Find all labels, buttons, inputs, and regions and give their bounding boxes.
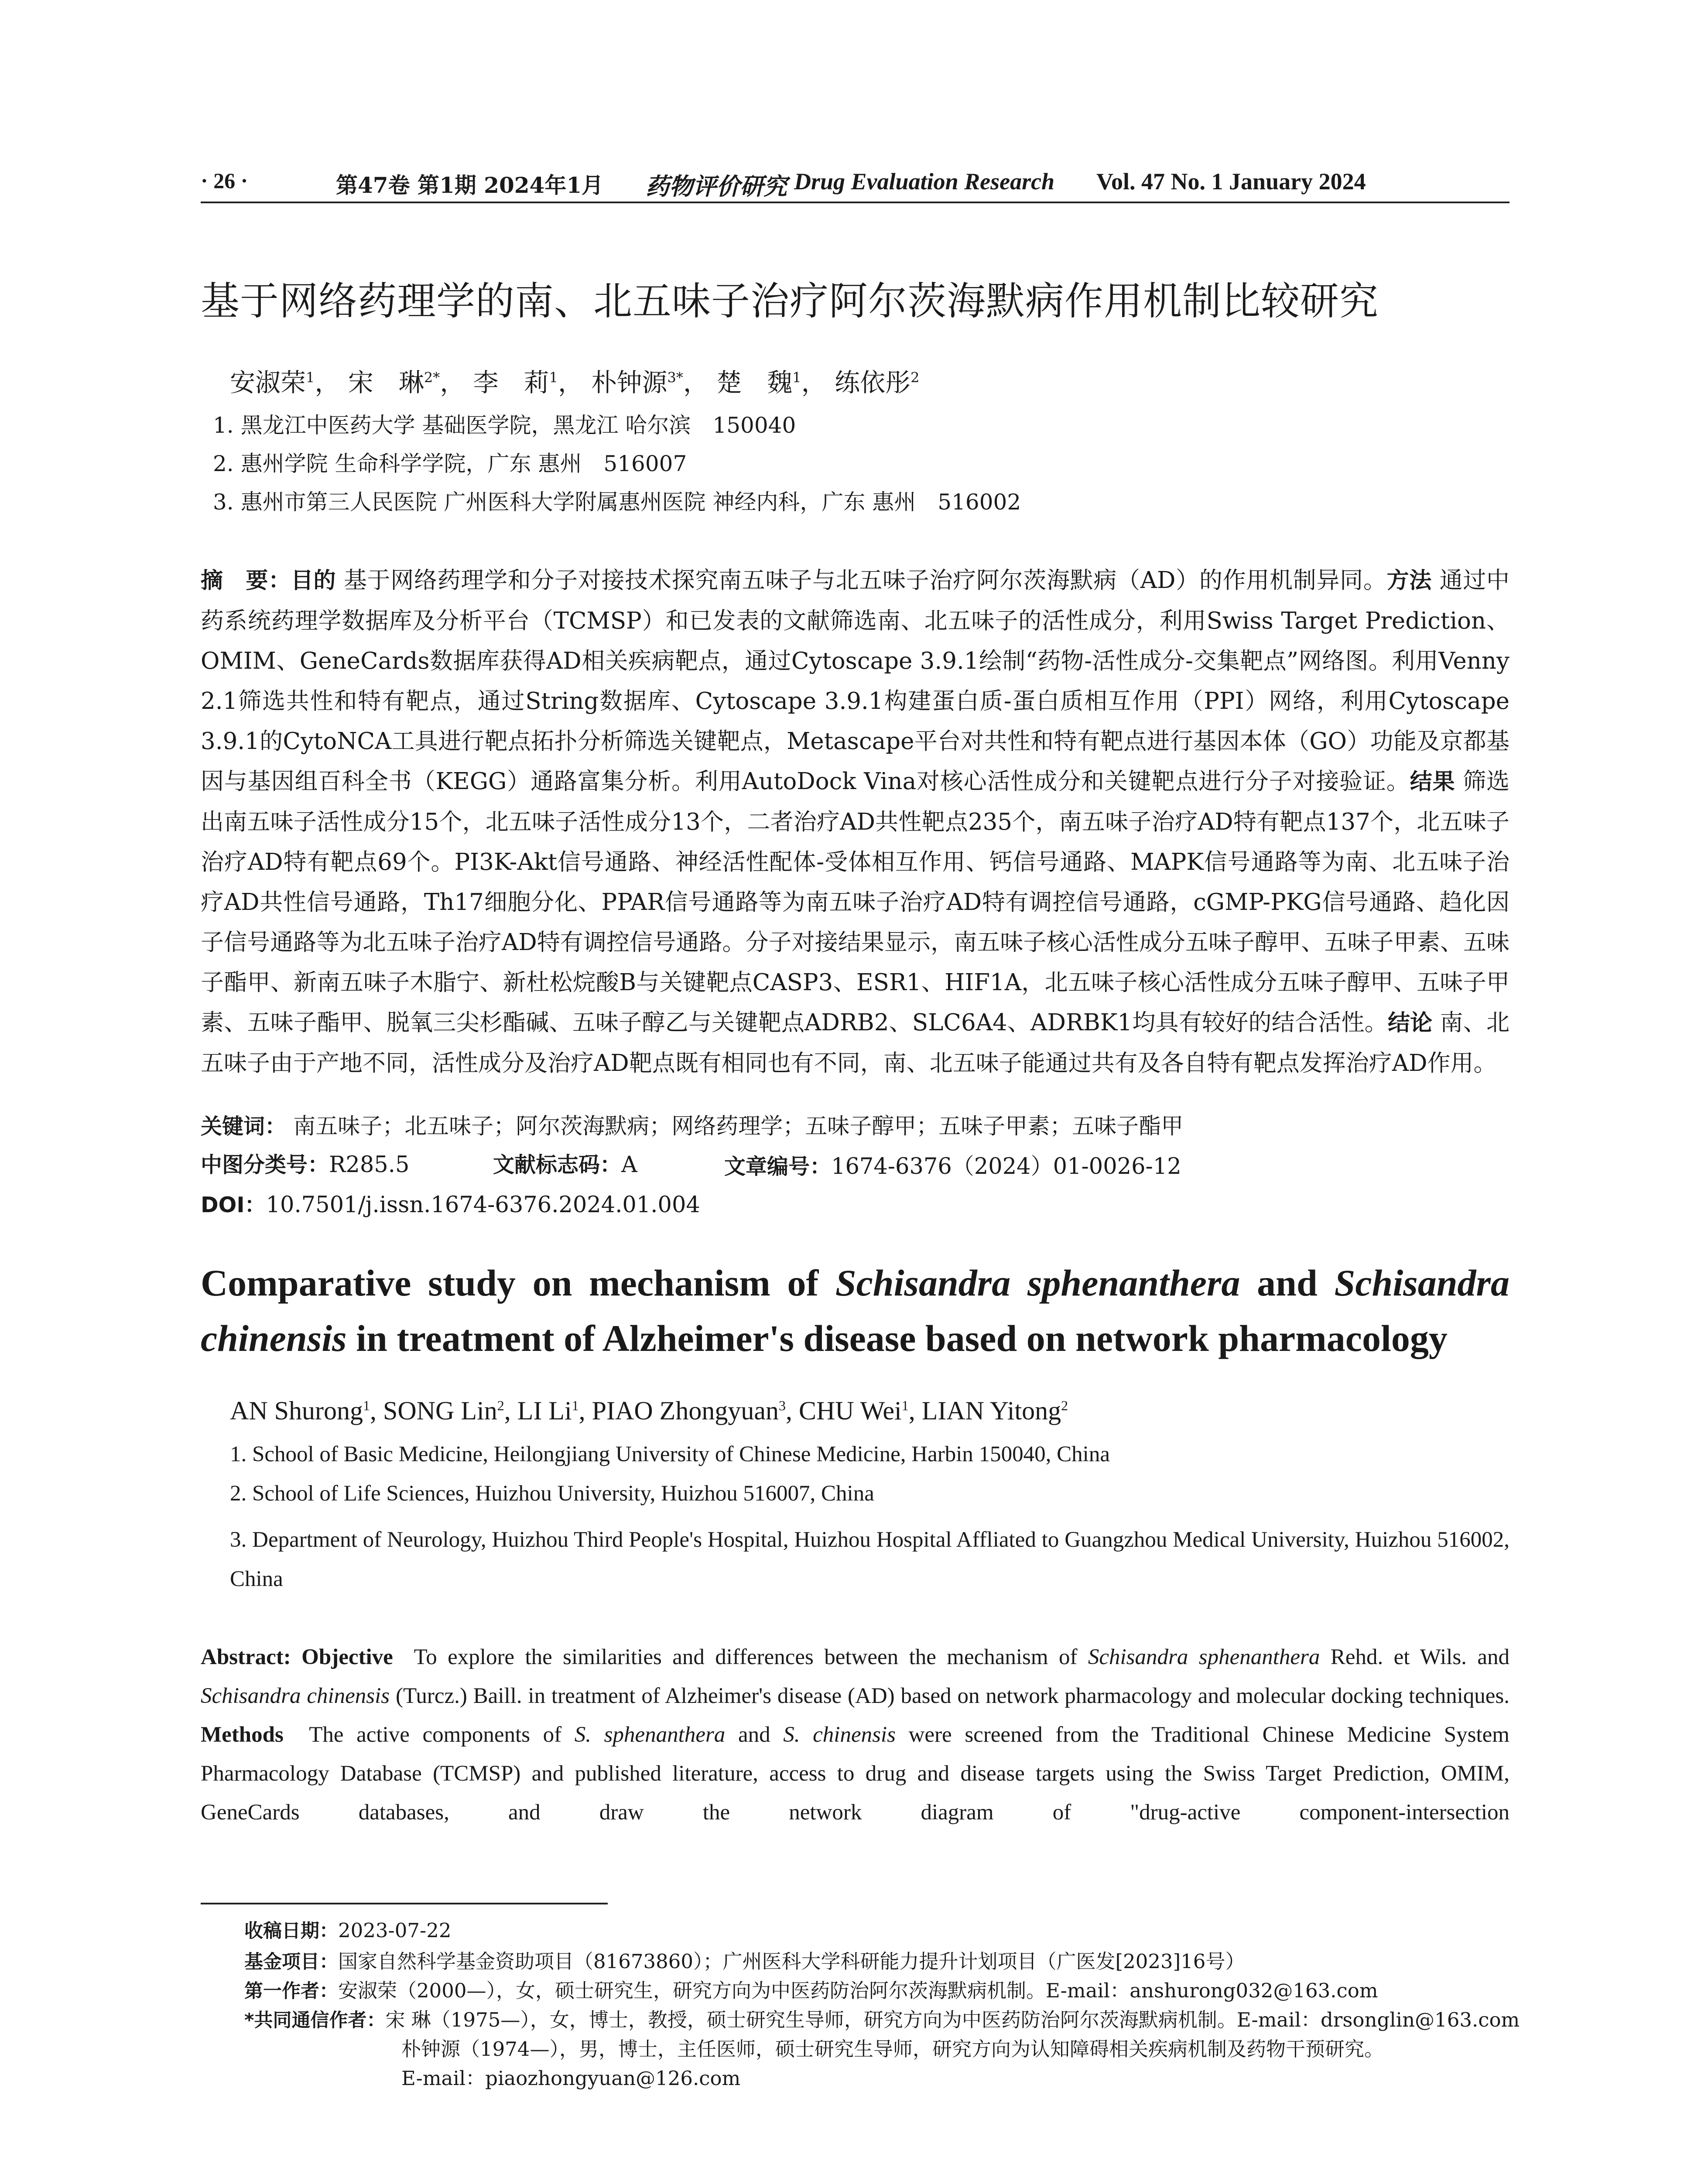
results-text-cn: 筛选出南五味子活性成分15个，北五味子活性成分13个，二者治疗AD共性靶点235个，南五味子治疗AD特有靶点137个，北五味子治疗AD特有靶点69个。PI3K-Akt信号通路、神经活性配体-受体相互作用、钙信号通路、MAPK信号通路等为南、北五味子治疗AD共性信号通路，Th17细胞分化、PPAR信号通路等为南五味子治疗AD特有调控信号通路，cGMP-PKG信号通路、趋化因子信号通路等为北五味子治疗AD特有调控信号通路。分子对接结果显示，南五味子核心活性成分五味子醇甲、五味子甲素、五味子酯甲、新南五味子木脂宁、新杜松烷酸B与关键靶点CASP3、ESR1、HIF1A，北五味子核心活性成分五味子醇甲、五味子甲素、五味子酯甲、脱氧三尖杉酯碱、五味子醇乙与关键靶点ADRB2、SLC6A4、ADRBK1均具有较好的结合活性。 [201, 768, 1509, 1036]
clc-label: 中图分类号： [201, 1152, 329, 1177]
journal-logo: 药物评价研究 [646, 172, 787, 200]
title-en-species: Schisandra sphenanthera [835, 1262, 1240, 1304]
author-name-en: PIAO Zhongyuan [592, 1396, 779, 1425]
objective-label-cn: 目的 [291, 568, 336, 594]
title-en-part: in treatment of Alzheimer's disease based on network pharmacology [346, 1317, 1448, 1359]
footnote-received [244, 1916, 451, 1943]
title-en [201, 1255, 1509, 1366]
author-name-en: CHU Wei [798, 1396, 902, 1425]
volume-info-en: Vol. 47 No. 1 January 2024 [1096, 168, 1366, 195]
abstract-en-species: Schisandra sphenanthera [1088, 1645, 1320, 1669]
affiliation-en-3: 3. Department of Neurology, Huizhou Third People's Hospital, Huizhou Hospital Affliated to Guangzhou Medical University, Huizhou 516002, China [230, 1528, 1509, 1591]
abstract-en-text: were screened from the Traditional Chinese Medicine System Pharmacology Database (TCMSP) and published literature, access to drug and disease targets using the Swiss Target Prediction, OMIM, GeneCards databases, and draw the network diagram of "drug-active component-intersection [201, 1723, 1509, 1825]
abstract-en-species: S. chinensis [783, 1723, 896, 1747]
abstract-en [201, 1638, 1509, 1832]
author-name-en: LI Li [517, 1396, 572, 1425]
methods-label-en: Methods [201, 1723, 284, 1747]
abstract-en-label: Abstract: [201, 1645, 291, 1669]
article-no-label: 文章编号： [724, 1154, 832, 1179]
doi-value: 10.7501/j.issn.1674-6376.2024.01.004 [266, 1192, 700, 1218]
author-name: 宋 琳 [348, 368, 424, 397]
article-no-value: 1674-6376（2024）01-0026-12 [831, 1154, 1181, 1179]
author-name-en: AN Shurong [230, 1396, 363, 1425]
methods-label-cn: 方法 [1386, 568, 1432, 594]
conclusion-label-cn: 结论 [1387, 1010, 1433, 1036]
author-name: 安淑荣 [230, 368, 306, 397]
page-number: · 26 · [201, 168, 248, 193]
author-sup: 1 [792, 369, 801, 386]
footnote-rule [201, 1903, 608, 1904]
author-name-en: SONG Lin [383, 1396, 497, 1425]
fund-value: 国家自然科学基金资助项目（81673860）；广州医科大学科研能力提升计划项目（广医发[2023]16号） [338, 1950, 1245, 1973]
received-label: 收稿日期： [244, 1920, 338, 1942]
abstract-en-text: Rehd. et Wils. and [1320, 1645, 1509, 1669]
fund-label: 基金项目： [244, 1951, 338, 1973]
header-rule [201, 202, 1509, 203]
title-en-species: Schisandra chinensis [201, 1262, 1509, 1359]
doi-line [201, 1188, 700, 1219]
abstract-cn [201, 561, 1509, 1084]
author-sup: 2* [424, 369, 440, 386]
doc-code-label: 文献标志码： [493, 1152, 622, 1177]
abstract-cn-label: 摘 要： [201, 568, 291, 594]
author-sup-en: 3 [778, 1398, 786, 1413]
author-name: 李 莉 [473, 368, 549, 397]
journal-name-en: Drug Evaluation Research [794, 168, 1055, 195]
clc-value: R285.5 [329, 1152, 410, 1178]
author-sup-en: 1 [901, 1398, 909, 1413]
objective-text-cn: 基于网络药理学和分子对接技术探究南五味子与北五味子治疗阿尔茨海默病（AD）的作用机制异同。 [343, 567, 1387, 594]
first-author-label: 第一作者： [244, 1980, 338, 2002]
conclusion-text-cn: 南、北五味子由于产地不同，活性成分及治疗AD靶点既有相同也有不同，南、北五味子能通过共有及各自特有靶点发挥治疗AD作用。 [201, 1009, 1509, 1077]
author-sup: 1 [306, 369, 315, 386]
results-label-cn: 结果 [1410, 769, 1455, 795]
abstract-en-text: and [725, 1723, 784, 1747]
author-name: 练依彤 [835, 368, 911, 397]
corresponding-author-2-email: E-mail：piaozhongyuan@126.com [401, 2067, 741, 2090]
methods-text-cn: 通过中药系统药理学数据库及分析平台（TCMSP）和已发表的文献筛选南、北五味子的活性成分，利用Swiss Target Prediction、OMIM、GeneCards数据库获得AD相关疾病靶点，通过Cytoscape 3.9.1绘制“药物-活性成分-交集靶点”网络图。利用Venny 2.1筛选共性和特有靶点，通过String数据库、Cytoscape 3.9.1构建蛋白质-蛋白质相互作用（PPI）网络，利用Cytoscape 3.9.1的CytoNCA工具进行靶点拓扑分析筛选关键靶点，Metascape平台对共性和特有靶点进行基因本体（GO）功能及京都基因与基因组百科全书（KEGG）通路富集分析。利用AutoDock Vina对核心活性成分和关键靶点进行分子对接验证。 [201, 567, 1509, 795]
title-cn: 基于网络药理学的南、北五味子治疗阿尔茨海默病作用机制比较研究 [201, 278, 1379, 324]
doi-label: DOI： [201, 1193, 266, 1217]
corresponding-label: *共同通信作者： [244, 2010, 386, 2031]
affiliation-cn-1: 1. 黑龙江中医药大学 基础医学院，黑龙江 哈尔滨 150040 [213, 413, 796, 438]
author-name: 朴钟源 [591, 368, 667, 397]
keywords-label: 关键词： [201, 1114, 287, 1139]
author-sup-en: 2 [497, 1398, 504, 1413]
authors-en: AN Shurong$^1$, SONG Lin$^2$, LI Li$^1$, PIAO Zhongyuan$^3$, CHU Wei$^1$, LIAN Yitong$^2$ [230, 1396, 1068, 1425]
corresponding-author-1: 宋 琳（1975—），女，博士，教授，硕士研究生导师，研究方向为中医药防治阿尔茨海默病机制。E-mail：drsonglin@163.com [385, 2008, 1520, 2031]
abstract-en-species: Schisandra chinensis [201, 1684, 390, 1708]
affiliation-cn-2: 2. 惠州学院 生命科学学院，广东 惠州 516007 [213, 451, 687, 476]
title-en-part: and [1240, 1262, 1335, 1304]
author-sup: 1 [549, 369, 558, 386]
first-author-value: 安淑荣（2000—），女，硕士研究生，研究方向为中医药防治阿尔茨海默病机制。E-mail：anshurong032@163.com [338, 1979, 1378, 2002]
affiliation-en-2: 2. School of Life Sciences, Huizhou University, Huizhou 516007, China [230, 1481, 874, 1506]
classification-line [201, 1148, 1181, 1179]
author-name: 楚 魏 [716, 368, 793, 397]
authors-cn: 安淑荣$^1$， 宋 琳$^{2*}$， 李 莉$^1$， 朴钟源$^{3*}$， 楚 魏$^1$， 练依彤$^2$ [230, 368, 920, 397]
abstract-en-species: S. sphenanthera [574, 1723, 726, 1747]
author-sup-en: 1 [363, 1398, 370, 1413]
title-en-part: Comparative study on mechanism of [201, 1262, 835, 1304]
affiliation-cn-3: 3. 惠州市第三人民医院 广州医科大学附属惠州医院 神经内科，广东 惠州 516002 [213, 489, 1021, 515]
abstract-en-text: The active components of [309, 1723, 575, 1747]
abstract-en-text: (Turcz.) Baill. in treatment of Alzheimer's disease (AD) based on network pharmacology and molecular docking techniques. [390, 1684, 1510, 1708]
received-value: 2023-07-22 [338, 1919, 452, 1942]
keywords-text: 南五味子；北五味子；阿尔茨海默病；网络药理学；五味子醇甲；五味子甲素；五味子酯甲 [293, 1114, 1184, 1139]
affiliation-en-1: 1. School of Basic Medicine, Heilongjiang University of Chinese Medicine, Harbin 150040, China [230, 1442, 1110, 1467]
footnote-first-author [244, 1975, 1378, 2003]
doc-code-value: A [621, 1152, 637, 1178]
footnote-fund [244, 1945, 1245, 1974]
objective-label-en: Objective [301, 1645, 393, 1669]
corresponding-author-2: 朴钟源（1974—），男，博士，主任医师，硕士研究生导师，研究方向为认知障碍相关疾病机制及药物干预研究。 [401, 2037, 1384, 2061]
author-sup: 3* [667, 369, 683, 386]
author-sup: 2 [910, 369, 920, 386]
author-sup-en: 1 [572, 1398, 579, 1413]
running-header [201, 168, 1509, 203]
keywords [201, 1108, 1183, 1140]
author-sup-en: 2 [1061, 1398, 1068, 1413]
abstract-en-text: To explore the similarities and differences between the mechanism of [414, 1645, 1088, 1669]
footnote-corresponding [244, 2004, 1520, 2032]
issue-info-cn: 第47卷 第1期 2024年1月 [336, 172, 604, 198]
author-name-en: LIAN Yitong [921, 1396, 1061, 1425]
